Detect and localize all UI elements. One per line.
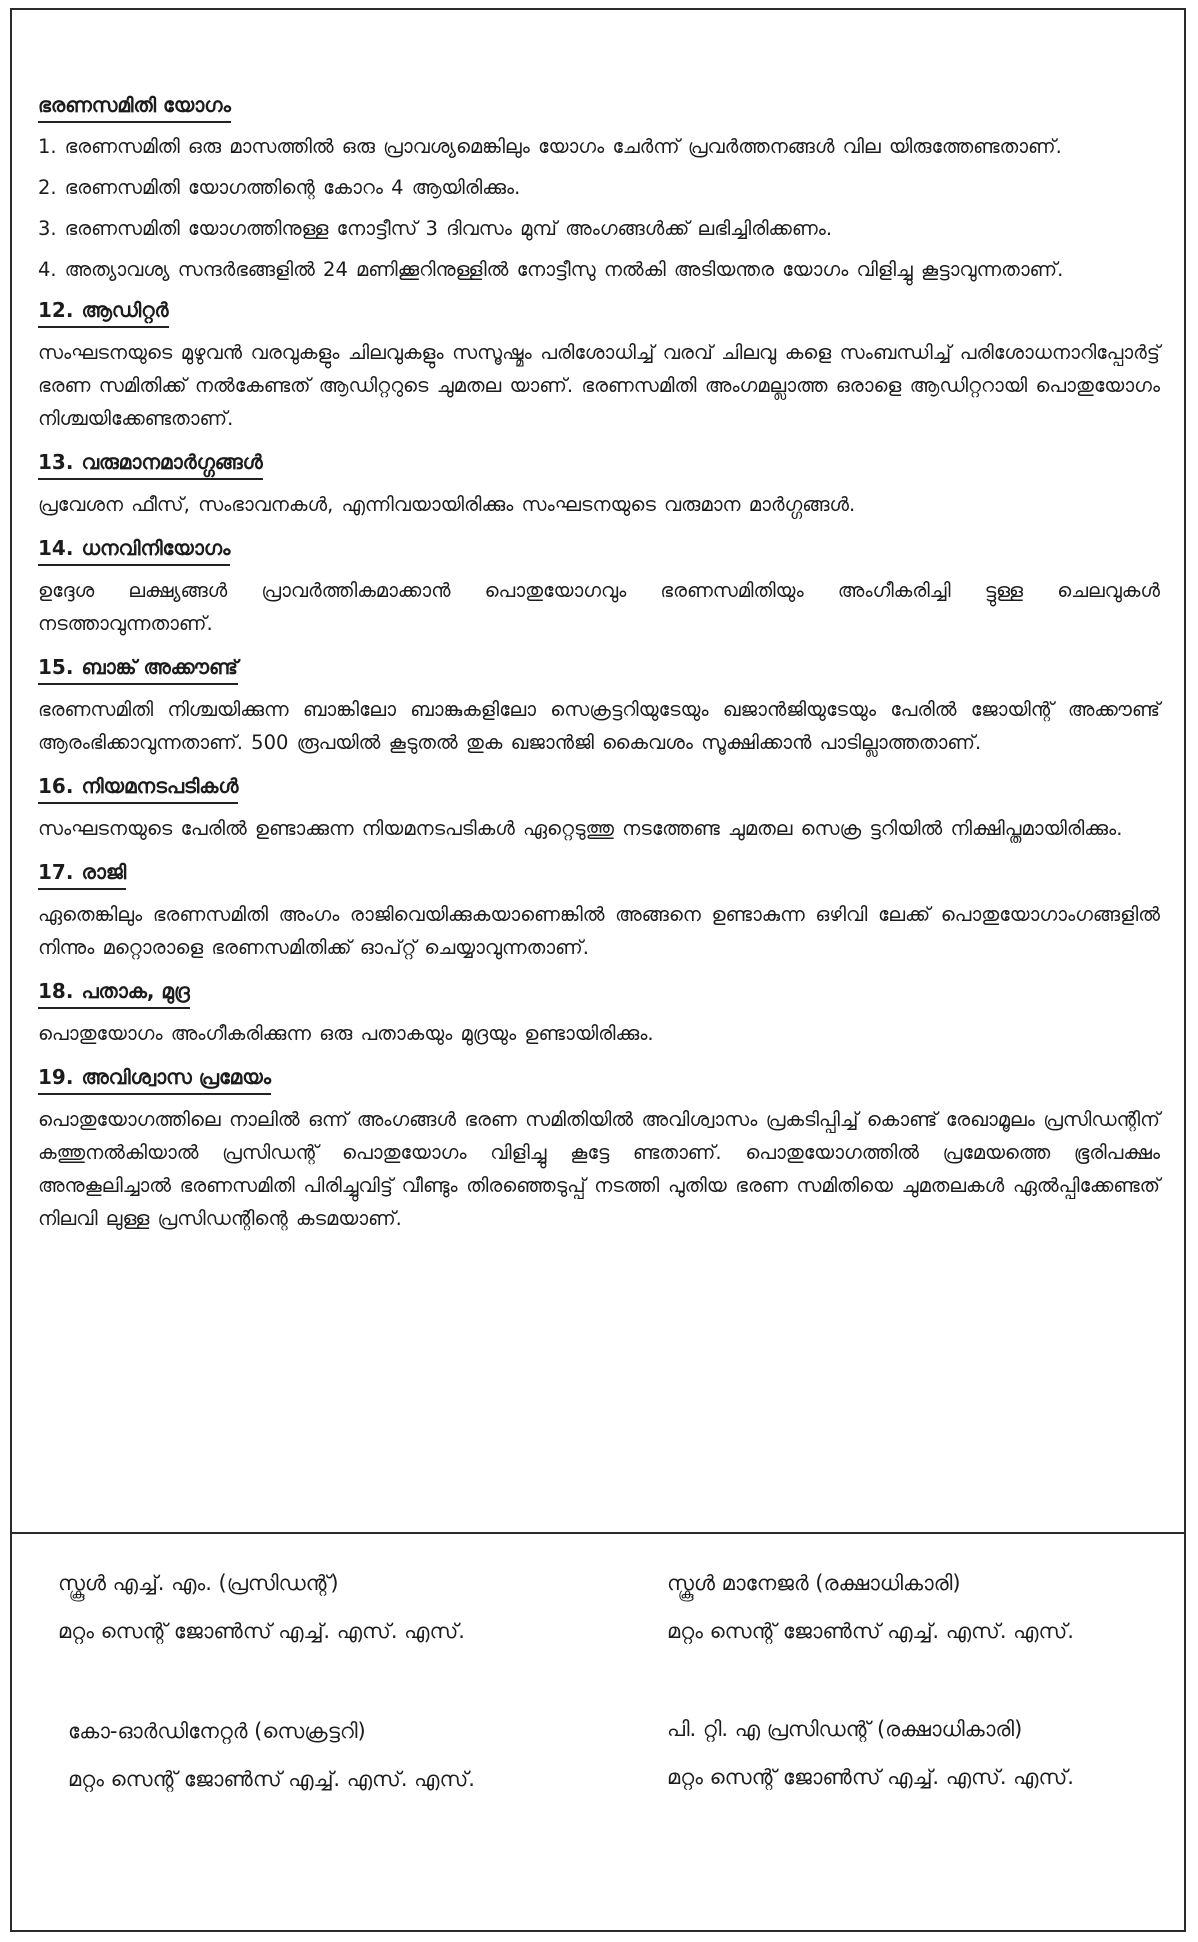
item-number: 2.	[38, 176, 57, 199]
section-text: ഏതെങ്കിലും ഭരണസമിതി അംഗം രാജിവെയിക്കുകയാണെങ്കിൽ അങ്ങനെ ഉണ്ടാകുന്ന ഒഴിവി ലേക്ക് പൊതുയോഗാംഗങ്ങളിൽ നിന്നും മറ്റൊരാളെ ഭരണസമിതിക്ക് ഓപ്റ്റ് ചെയ്യാവുന്നതാണ്.	[38, 903, 1160, 959]
item-text: ഭരണസമിതി യോഗത്തിന്റെ കോറം 4 ആയിരിക്കും.	[64, 176, 521, 199]
item-text: ഭരണസമിതി ഒരു മാസത്തിൽ ഒരു പ്രാവശ്യമെങ്കിലും യോഗം ചേർന്ന് പ്രവർത്തനങ്ങൾ വില യിരുത്തേണ്ടതാണ്.	[64, 135, 1062, 158]
item-text: അത്യാവശ്യ സന്ദർഭങ്ങളിൽ 24 മണിക്കൂറിനുള്ളിൽ നോട്ടീസു നൽകി അടിയന്തര യോഗം വിളിച്ചു കൂട്ടാവുന്നതാണ്.	[64, 258, 1064, 281]
signature-block-pta-president	[667, 1714, 1074, 1792]
section-heading-label: അവിശ്വാസ പ്രമേയം	[81, 1065, 272, 1089]
section-heading	[38, 447, 263, 480]
section-number: 12.	[38, 298, 74, 322]
section-heading-label: ബാങ്ക് അക്കൗണ്ട്	[81, 655, 238, 679]
section-no-confidence-motion	[38, 1062, 1160, 1235]
list-item	[38, 213, 1160, 244]
signature-school: മറ്റം സെന്റ് ജോൺസ് എച്ച്. എസ്. എസ്.	[58, 1619, 465, 1643]
section-heading-label: പതാക, മുദ്ര	[81, 979, 190, 1003]
section-committee-meeting	[38, 90, 1160, 285]
item-number: 3.	[38, 217, 57, 240]
section-heading	[38, 1062, 271, 1095]
section-text: പ്രവേശന ഫീസ്, സംഭാവനകൾ, എന്നിവയായിരിക്കും സംഘടനയുടെ വരുമാന മാർഗ്ഗങ്ങൾ.	[38, 493, 856, 516]
document-page	[10, 8, 1186, 1932]
item-number: 1.	[38, 135, 57, 158]
section-heading-label: ധനവിനിയോഗം	[81, 536, 231, 560]
section-text: സംഘടനയുടെ പേരിൽ ഉണ്ടാക്കുന്ന നിയമനടപടികൾ ഏറ്റെടുത്തു നടത്തേണ്ട ചുമതല സെക്ര ട്ടറിയിൽ നിക്ഷിപ്തമായിരിക്കും.	[38, 817, 1123, 840]
section-income-sources	[38, 447, 1160, 521]
section-number: 15.	[38, 655, 74, 679]
signature-block-head-master	[58, 1568, 465, 1646]
list-item	[38, 254, 1160, 285]
signature-school: മറ്റം സെന്റ് ജോൺസ് എച്ച്. എസ്. എസ്.	[68, 1767, 475, 1791]
signature-school: മറ്റം സെന്റ് ജോൺസ് എച്ച്. എസ്. എസ്.	[667, 1619, 1074, 1643]
section-heading	[38, 976, 190, 1009]
section-number: 17.	[38, 860, 74, 884]
section-heading	[38, 295, 169, 328]
signature-role: സ്കൂൾ എച്ച്. എം. (പ്രസിഡന്റ്)	[58, 1571, 339, 1595]
section-text: പൊതുയോഗത്തിലെ നാലിൽ ഒന്ന് അംഗങ്ങൾ ഭരണ സമിതിയിൽ അവിശ്വാസം പ്രകടിപ്പിച്ച് കൊണ്ട് രേഖാമൂലം പ്രസിഡന്റിന് കത്തുനൽകിയാൽ പ്രസിഡന്റ് പൊതുയോഗം വിളിച്ചു കൂട്ടേ ണ്ടതാണ്. പൊതുയോഗത്തിൽ പ്രമേയത്തെ ഭൂരിപക്ഷം അനുകൂലിച്ചാൽ ഭരണസമിതി പിരിച്ചുവിട്ട് വീണ്ടും തിരഞ്ഞെടുപ്പ് നടത്തി പുതിയ ഭരണ സമിതിയെ ചുമതലകൾ ഏൽപ്പിക്കേണ്ടത് നിലവി ലുള്ള പ്രസിഡന്റിന്റെ കടമയാണ്.	[38, 1108, 1160, 1230]
signature-role: കോ-ഓർഡിനേറ്റർ (സെക്രട്ടറി)	[68, 1719, 366, 1743]
signature-role: സ്കൂൾ മാനേജർ (രക്ഷാധികാരി)	[667, 1571, 961, 1595]
section-text: സംഘടനയുടെ മുഴുവൻ വരവുകളും ചിലവുകളും സസൂഷ്മം പരിശോധിച്ച് വരവ് ചിലവു കളെ സംബന്ധിച്ച് പരിശോധനാറിപ്പോർട്ട് ഭരണ സമിതിക്ക് നൽകേണ്ടത് ആഡിറ്ററുടെ ചുമതല യാണ്. ഭരണസമിതി അംഗമല്ലാത്ത ഒരാളെ ആഡിറ്ററായി പൊതുയോഗം നിശ്ചയിക്കേണ്ടതാണ്.	[38, 341, 1160, 430]
signature-role: പി. റ്റി. എ പ്രസിഡന്റ് (രക്ഷാധികാരി)	[667, 1717, 1023, 1741]
list-item	[38, 172, 1160, 203]
section-legal-proceedings	[38, 771, 1160, 845]
section-heading	[38, 90, 231, 123]
section-resignation	[38, 857, 1160, 964]
item-number: 4.	[38, 258, 57, 281]
section-flag-seal	[38, 976, 1160, 1050]
signature-block-coordinator	[68, 1716, 475, 1794]
section-number: 13.	[38, 450, 74, 474]
section-text: ഭരണസമിതി നിശ്ചയിക്കുന്ന ബാങ്കിലോ ബാങ്കുകളിലോ സെക്രട്ടറിയുടേയും ഖജാൻജിയുടേയും പേരിൽ ജോയിന്റ് അക്കൗണ്ട് ആരംഭിക്കാവുന്നതാണ്. 500 രൂപയിൽ കൂടുതൽ തുക ഖജാൻജി കൈവശം സൂക്ഷിക്കാൻ പാടില്ലാത്തതാണ്.	[38, 698, 1160, 754]
section-heading-label: വരുമാനമാർഗ്ഗങ്ങൾ	[81, 450, 263, 474]
section-number: 19.	[38, 1065, 74, 1089]
signature-divider	[12, 1532, 1184, 1534]
section-heading-label: ആഡിറ്റർ	[81, 298, 169, 322]
section-bank-account	[38, 652, 1160, 759]
section-heading	[38, 857, 126, 890]
section-heading	[38, 652, 238, 685]
item-text: ഭരണസമിതി യോഗത്തിനുള്ള നോട്ടീസ് 3 ദിവസം മുമ്പ് അംഗങ്ങൾക്ക് ലഭിച്ചിരിക്കണം.	[64, 217, 833, 240]
section-fund-utilization	[38, 533, 1160, 640]
signature-school: മറ്റം സെന്റ് ജോൺസ് എച്ച്. എസ്. എസ്.	[667, 1765, 1074, 1789]
section-number: 18.	[38, 979, 74, 1003]
section-text: ഉദ്ദേശ ലക്ഷ്യങ്ങൾ പ്രാവർത്തികമാക്കാൻ പൊതുയോഗവും ഭരണസമിതിയും അംഗീകരിച്ചി ട്ടുള്ള ചെലവുകൾ നടത്താവുന്നതാണ്.	[38, 579, 1160, 635]
section-heading-label: രാജി	[81, 860, 127, 884]
section-heading-label: ഭരണസമിതി യോഗം	[38, 93, 231, 117]
bylaws-body	[12, 90, 1188, 1247]
section-heading-label: നിയമനടപടികൾ	[81, 774, 239, 798]
section-heading	[38, 771, 238, 804]
section-number: 14.	[38, 536, 74, 560]
section-auditor	[38, 295, 1160, 435]
section-text: പൊതുയോഗം അംഗീകരിക്കുന്ന ഒരു പതാകയും മുദ്രയും ഉണ്ടായിരിക്കും.	[38, 1022, 654, 1045]
signature-block-manager	[667, 1568, 1074, 1646]
section-heading	[38, 533, 230, 566]
section-number: 16.	[38, 774, 74, 798]
list-item	[38, 131, 1160, 162]
